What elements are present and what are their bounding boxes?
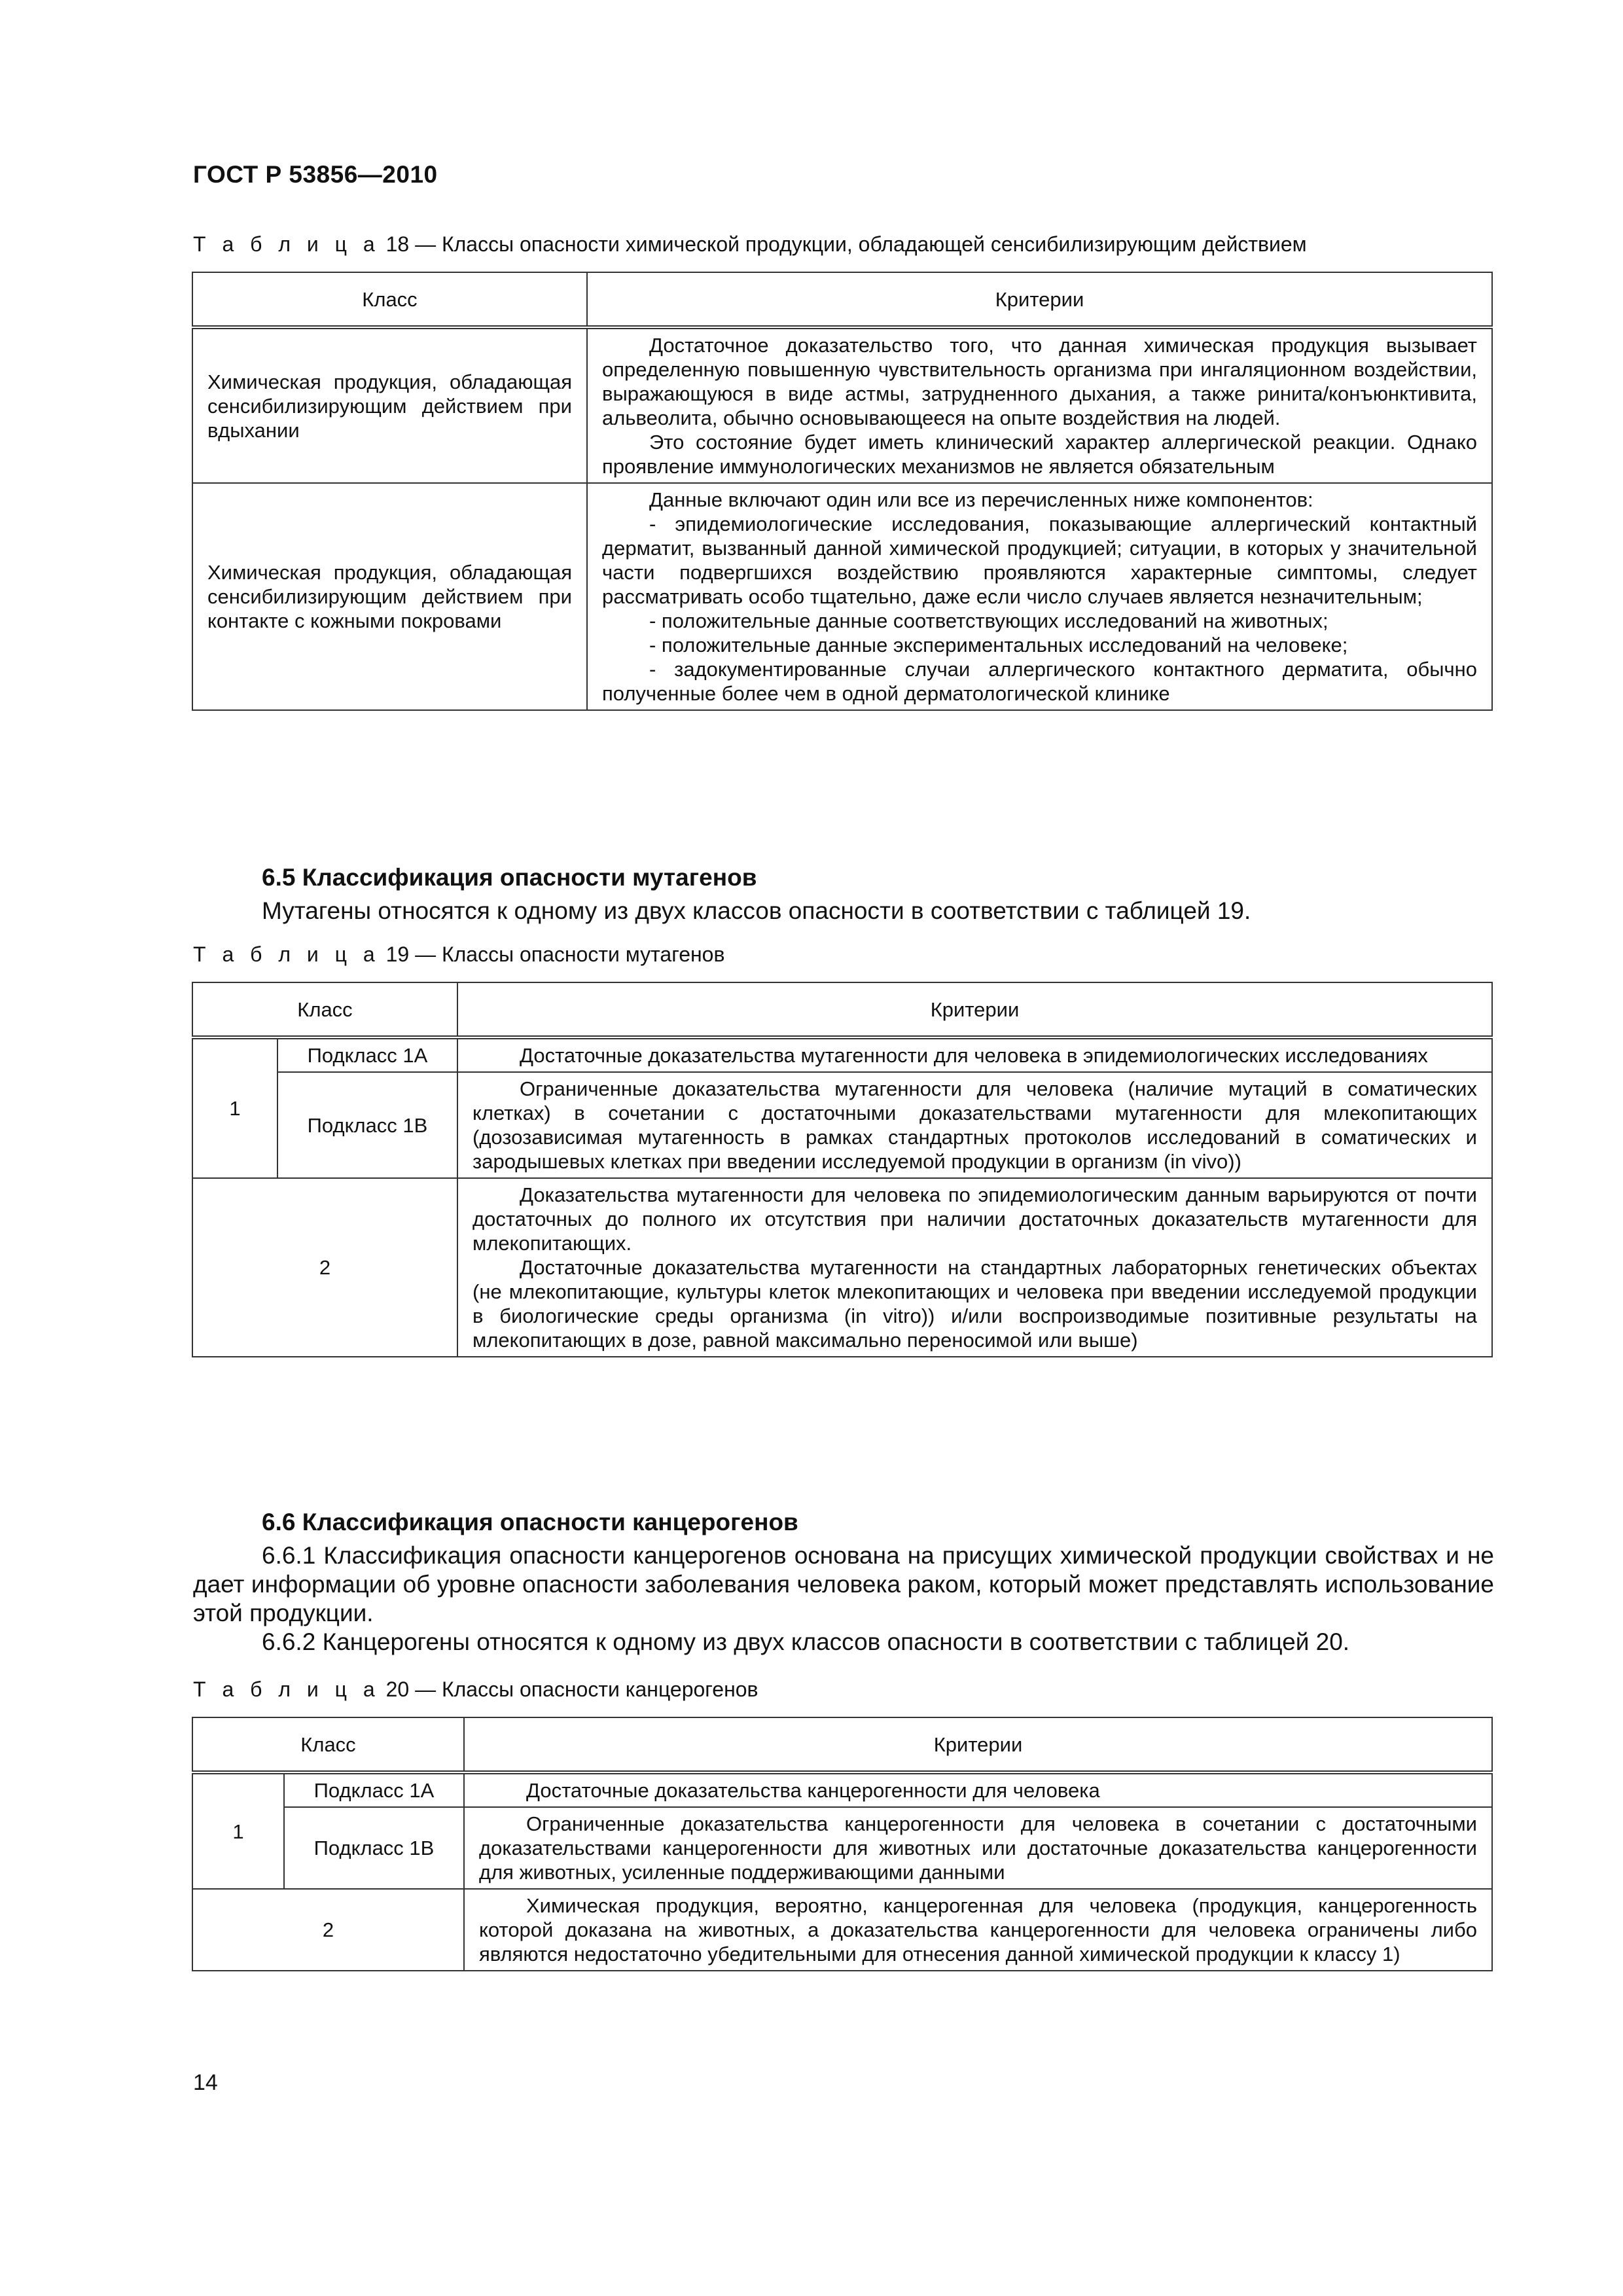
table20-col-criteria: Критерии — [464, 1717, 1492, 1772]
page-number: 14 — [193, 2070, 218, 2095]
criteria-paragraph: Химическая продукция, вероятно, канцерогенная для человека (продукция, канцерогенность которой доказана на животных, а доказательства канцерогенности для человека ограничены либо являются недостаточно убедительными для отнесения данной химической продукции к классу 1) — [479, 1894, 1477, 1965]
table19-class-1: 1 — [192, 1037, 277, 1178]
table18-criteria-cell — [587, 327, 1492, 483]
table19-col-class: Класс — [192, 982, 457, 1037]
table20-class-2: 2 — [192, 1889, 464, 1971]
table-18 — [192, 272, 1493, 711]
paragraph: Мутагены относятся к одному из двух классов опасности в соответствии с таблицей 19. — [262, 897, 1251, 924]
table-19 — [192, 982, 1493, 1357]
criteria-paragraph: - положительные данные соответствующих исследований на животных; — [649, 609, 1329, 632]
table19-criteria-2 — [457, 1178, 1492, 1357]
paragraph: 6.6.1 Классификация опасности канцерогенов основана на присущих химической продукции свойствах и не дает информации об уровне опасности заболевания человека раком, который может представлять использование этой продукции. — [193, 1542, 1494, 1626]
table19-criteria-1b — [457, 1072, 1492, 1178]
section-6-5-text — [193, 897, 1494, 925]
table20-criteria-1a — [464, 1772, 1492, 1807]
table18-caption-text: 18 — Классы опасности химической продукции, обладающей сенсибилизирующим действием — [385, 232, 1307, 256]
section-6-6-text — [193, 1541, 1494, 1657]
table-20 — [192, 1717, 1493, 1971]
criteria-paragraph: Ограниченные доказательства мутагенности для человека (наличие мутаций в соматических клетках) в сочетании с достаточными доказательствами мутагенности для млекопитающих (дозозависимая мутагенность в рамках стандартных протоколов исследований в соматических и зародышевых клетках при введении исследуемой продукции в организм (in vivo)) — [473, 1077, 1477, 1173]
criteria-paragraph: Достаточное доказательство того, что данная химическая продукция вызывает определенную повышенную чувствительность организма при ингаляционном воздействии, выражающуюся в виде астмы, затрудненного дыхания, а также ринита/конъюнктивита, альвеолита, обычно основывающееся на опыте воздействия на людей. — [602, 334, 1477, 429]
table19-col-criteria: Критерии — [457, 982, 1492, 1037]
table20-caption-prefix: Т а б л и ц а — [193, 1677, 380, 1701]
table19-subclass-1b: Подкласс 1В — [277, 1072, 457, 1178]
table19-caption — [193, 942, 724, 967]
table19-row — [192, 1037, 1492, 1072]
table20-row — [192, 1889, 1492, 1971]
table18-class-cell: Химическая продукция, обладающая сенсибилизирующим действием при контакте с кожными покровами — [192, 483, 587, 710]
table20-criteria-1b — [464, 1807, 1492, 1889]
criteria-paragraph: - задокументированные случаи аллергического контактного дерматита, обычно полученные более чем в одной дерматологической клинике — [602, 658, 1477, 705]
table19-subclass-1a: Подкласс 1А — [277, 1037, 457, 1072]
table18-header-row — [192, 272, 1492, 327]
criteria-paragraph: Доказательства мутагенности для человека по эпидемиологическим данным варьируются от почти достаточных до полного их отсутствия при наличии достаточных доказательств мутагенности для млекопитающих. — [473, 1183, 1477, 1255]
criteria-paragraph: Достаточные доказательства мутагенности на стандартных лабораторных генетических объектах (не млекопитающие, культуры клеток млекопитающих и человека при введении исследуемой продукции в биологические среды организма (in vitro)) и/или воспроизводимые позитивные результаты на млекопитающих в дозе, равной максимально переносимой или выше) — [473, 1256, 1477, 1352]
section-6-6-title: 6.6 Классификация опасности канцерогенов — [262, 1509, 798, 1535]
table18-row — [192, 327, 1492, 483]
paragraph: 6.6.2 Канцерогены относятся к одному из двух классов опасности в соответствии с таблицей 20. — [262, 1628, 1350, 1655]
table19-row — [192, 1072, 1492, 1178]
table20-caption — [193, 1677, 758, 1702]
table20-header-row — [192, 1717, 1492, 1772]
criteria-paragraph: Достаточные доказательства канцерогенности для человека — [526, 1779, 1100, 1802]
criteria-paragraph: - эпидемиологические исследования, показывающие аллергический контактный дерматит, вызванный данной химической продукцией; ситуации, в которых у значительной части подвергшихся воздействию проявляются характерные симптомы, следует рассматривать особо тщательно, даже если число случаев является незначительным; — [602, 512, 1477, 608]
table18-col-criteria: Критерии — [587, 272, 1492, 327]
table19-caption-text: 19 — Классы опасности мутагенов — [385, 942, 725, 966]
criteria-paragraph: Ограниченные доказательства канцерогенности для человека в сочетании с достаточными доказательствами канцерогенности для животных или достаточные доказательства канцерогенности для животных, усиленные поддерживающими данными — [479, 1812, 1477, 1884]
table19-caption-prefix: Т а б л и ц а — [193, 942, 380, 966]
table19-class-2: 2 — [192, 1178, 457, 1357]
table20-subclass-1b: Подкласс 1В — [284, 1807, 464, 1889]
criteria-paragraph: Это состояние будет иметь клинический характер аллергической реакции. Однако проявление иммунологических механизмов не является обязательным — [602, 431, 1477, 478]
table19-header-row — [192, 982, 1492, 1037]
document-header: ГОСТ Р 53856—2010 — [193, 161, 438, 188]
table18-col-class: Класс — [192, 272, 587, 327]
section-6-5-title: 6.5 Классификация опасности мутагенов — [262, 864, 757, 891]
table20-col-class: Класс — [192, 1717, 464, 1772]
criteria-paragraph: - положительные данные экспериментальных исследований на человеке; — [649, 634, 1348, 656]
criteria-paragraph: Данные включают один или все из перечисленных ниже компонентов: — [649, 488, 1313, 511]
table20-caption-text: 20 — Классы опасности канцерогенов — [385, 1677, 758, 1701]
table19-row — [192, 1178, 1492, 1357]
table18-class-cell: Химическая продукция, обладающая сенсибилизирующим действием при вдыхании — [192, 327, 587, 483]
table20-row — [192, 1807, 1492, 1889]
table18-row — [192, 483, 1492, 710]
table18-criteria-cell — [587, 483, 1492, 710]
table20-class-1: 1 — [192, 1772, 284, 1889]
table18-caption-prefix: Т а б л и ц а — [193, 232, 380, 256]
table18-caption — [193, 232, 1307, 257]
table19-criteria-1a — [457, 1037, 1492, 1072]
criteria-paragraph: Достаточные доказательства мутагенности для человека в эпидемиологических исследованиях — [520, 1044, 1428, 1067]
table20-row — [192, 1772, 1492, 1807]
table20-subclass-1a: Подкласс 1А — [284, 1772, 464, 1807]
table20-criteria-2 — [464, 1889, 1492, 1971]
